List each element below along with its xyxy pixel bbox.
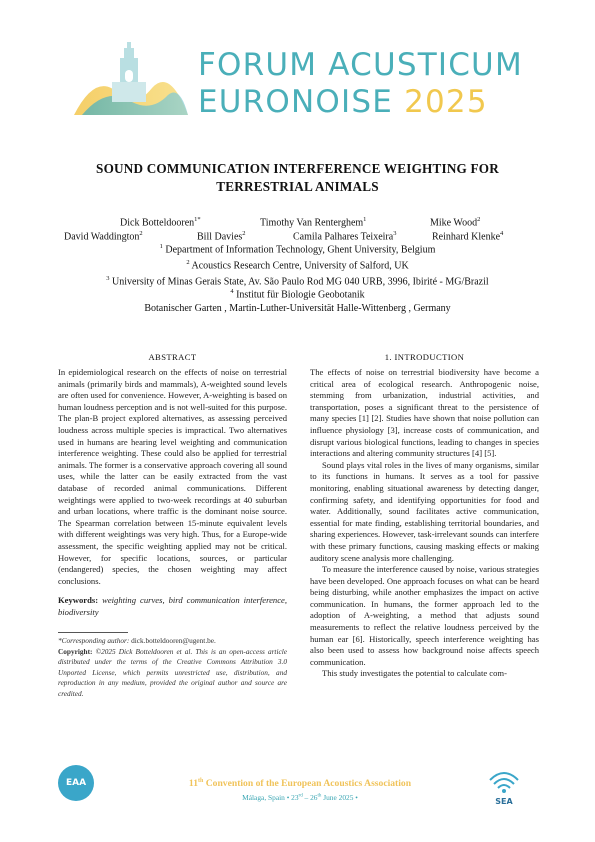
author-name: Bill Davies$^2$: [197, 230, 246, 243]
conference-year: 2025: [404, 84, 488, 120]
footer-convention: 11th Convention of the European Acoustics Association: [188, 778, 412, 790]
footnote-divider: [58, 632, 128, 633]
paragraph: The effects of noise on terrestrial biodiversity have become a critical area of ecological research. Anthropogenic noise, stemming from urbanization, industrial activities, and transportation, poses a significant threat to the persistence of many species [1] [2]. Studies have shown that noise pollution can influence physiology [3], increase costs of communication, and disrupt various biological functions, leading to changes in species interactions and altering community structures [4] [5].: [310, 367, 539, 459]
conference-logo-icon: [72, 40, 190, 120]
affiliation: $^2$ Acoustics Research Centre, University of Salford, UK: [186, 259, 409, 272]
introduction-body: [310, 367, 539, 680]
abstract-body: [58, 367, 287, 618]
abstract-heading: ABSTRACT: [148, 352, 197, 362]
title-line2: TERRESTRIAL ANIMALS: [216, 179, 379, 194]
conference-name-line1: FORUM ACUSTICUM: [198, 47, 523, 83]
eaa-logo-icon: EAA: [58, 765, 94, 801]
introduction-heading: 1. INTRODUCTION: [384, 352, 465, 362]
svg-text:SEA: SEA: [495, 797, 513, 806]
copyright-notice: Copyright: ©2025 Dick Botteldooren et al. This is an open-access article distributed under the terms of the Creative Commons Attribution 3.0 Unported License, which permits unrestricted use, distribution, and reproduction in any medium, provided the original author and source are credited.: [58, 646, 287, 698]
title-line1: SOUND COMMUNICATION INTERFERENCE WEIGHTING FOR: [96, 161, 499, 176]
author-name: Reinhard Klenke$^4$: [432, 230, 504, 243]
author-name: Dick Botteldooren$^{1*}$: [120, 216, 201, 229]
author-name: Mike Wood$^2$: [430, 216, 481, 229]
keywords: [58, 595, 287, 618]
affiliation: $^1$ Department of Information Technology, Ghent University, Belgium: [159, 243, 436, 256]
affiliation: Botanischer Garten , Martin-Luther-Universität Halle-Wittenberg , Germany: [144, 303, 451, 314]
conference-euronoise: EURONOISE: [198, 84, 394, 120]
sea-logo-icon: [484, 766, 524, 806]
author-name: Timothy Van Renterghem$^1$: [260, 216, 367, 229]
conference-name-line2: [198, 84, 488, 120]
corresponding-author: *Corresponding author: dick.botteldooren@ugent.be.: [58, 636, 216, 645]
paragraph: This study investigates the potential to calculate com-: [322, 668, 507, 679]
paragraph: To measure the interference caused by noise, various strategies have been developed. One approach focuses on what can be heard being disturbing, while another emphasizes the impact on active communication. In humans, the former approach led to the adoption of A-weighting, a method that adjusts sound measurements to reflect the relative loudness perceived by the human ear [6]. Historically, speech interference weighting has also been used to assess how background noise affects speech communication.: [310, 564, 539, 667]
abstract-text: In epidemiological research on the effects of noise on terrestrial animals (primarily birds and mammals), A-weighted sound levels are often used for convenience. However, A-weighting is based on human loudness perception and is not well-suited for this purpose. The plan-B project explored alternatives, as assessing perceived loudness across multiple species is impractical. Two alternatives used in humans are hearing level weighting and communication interference weighting. These could also be applied for terrestrial animals. The former is a conservative approach covering all sound uses, while the latter can be easily extracted from the vast database of recorded animal communications. Different weightings were applied to two-week recordings at 40 suburban and urban locations, where traffic is the dominant noise source. The Spearman correlation between 15-minute equivalent levels with different weightings was very high. Thus, for a Europe-wide assessment, the specific weighting applied may not be critical. However, for specific locations, sources, or particular (endangered) species, the chosen weighting may affect conclusions.: [58, 367, 287, 586]
keywords-label: Keywords:: [58, 595, 99, 606]
paragraph: Sound plays vital roles in the lives of many organisms, similar to its functions in humans. It serves as a tool for passive monitoring, enabling situational awareness by detecting danger, confirming safety, and identifying opportunities for food and water. Additionally, sound facilitates active communication, essential for mate finding, establishing territorial boundaries, and sharing experiences. However, task-irrelevant sounds can interfere with these primary functions, causing masking effects or making auditory scene analysis more challenging.: [310, 459, 539, 563]
affiliation: $^4$ Institut für Biologie Geobotanik: [230, 288, 365, 301]
keywords-text: weighting curves, bird communication interference, biodiversity: [58, 595, 287, 617]
author-name: David Waddington$^2$: [64, 230, 143, 243]
footer-location-dates: Málaga, Spain • 23rd – 26th June 2025 •: [242, 793, 358, 802]
affiliation: $^3$ University of Minas Gerais State, Av. São Paulo Rod MG 040 URB, 3996, Ibirité - MG/Brazil: [106, 275, 489, 288]
paper-title: [60, 160, 535, 196]
footnotes: [58, 636, 287, 700]
author-name: Camila Palhares Teixeira$^3$: [293, 230, 397, 243]
